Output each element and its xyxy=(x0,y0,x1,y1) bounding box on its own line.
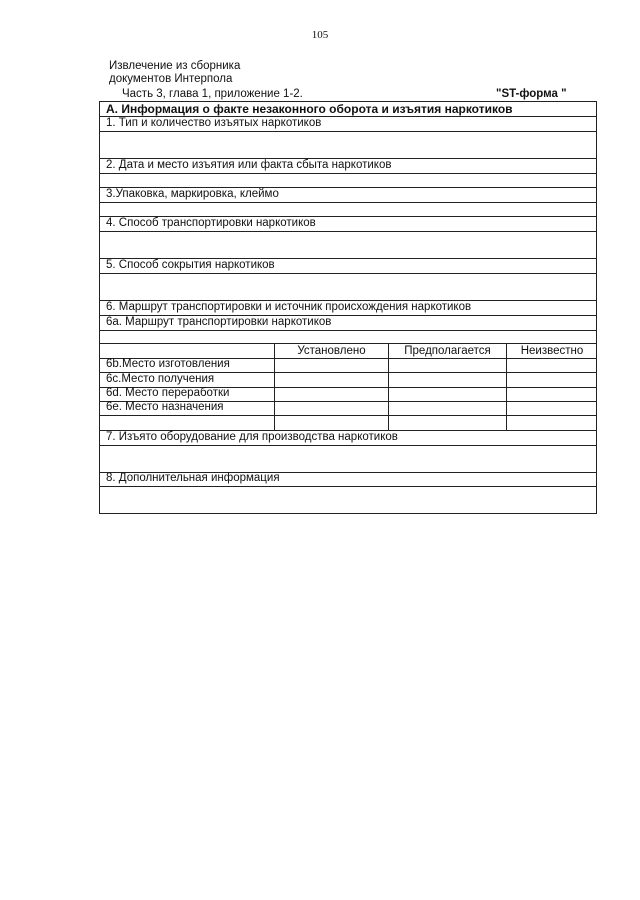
item-2-label: 2. Дата и место изъятия или факта сбыта наркотиков xyxy=(106,159,392,171)
form-label: "ST-форма " xyxy=(496,88,567,100)
column-header-unknown: Неизвестно xyxy=(520,345,584,357)
divider xyxy=(100,173,596,174)
route-row-destination: 6e. Место назначения xyxy=(106,401,224,413)
page-number: 105 xyxy=(311,29,329,41)
st-form xyxy=(99,101,597,514)
divider xyxy=(100,231,596,232)
route-row-manufacture: 6b.Место изготовления xyxy=(106,358,230,370)
column-header-confirmed: Установлено xyxy=(297,345,366,357)
item-6-label: 6. Маршрут транспортировки и источник происхождения наркотиков xyxy=(106,301,472,313)
item-4-label: 4. Способ транспортировки наркотиков xyxy=(106,217,316,229)
section-title: А. Информация о факте незаконного оборота и изъятия наркотиков xyxy=(106,102,513,116)
source-line-2: документов Интерпола xyxy=(109,73,233,85)
column-header-assumed: Предполагается xyxy=(404,345,491,357)
document-source xyxy=(109,60,240,86)
divider xyxy=(100,415,596,416)
divider xyxy=(100,273,596,274)
source-line-1: Извлечение из сборника xyxy=(109,60,241,72)
divider xyxy=(100,330,596,331)
divider xyxy=(100,202,596,203)
divider xyxy=(100,131,596,132)
item-5-label: 5. Способ сокрытия наркотиков xyxy=(106,259,275,271)
route-row-receipt: 6c.Место получения xyxy=(106,373,215,385)
source-part-reference: Часть 3, глава 1, приложение 1-2. xyxy=(122,88,303,100)
item-3-label: 3.Упаковка, маркировка, клеймо xyxy=(106,188,279,200)
item-7-label: 7. Изъято оборудование для производства наркотиков xyxy=(106,431,398,443)
divider xyxy=(100,343,596,344)
item-8-label: 8. Дополнительная информация xyxy=(106,472,280,484)
item-1-label: 1. Тип и количество изъятых наркотиков xyxy=(106,117,322,129)
divider xyxy=(100,445,596,446)
item-6a-label: 6а. Маршрут транспортировки наркотиков xyxy=(106,316,332,328)
route-row-processing: 6d. Место переработки xyxy=(106,387,230,399)
divider xyxy=(100,486,596,487)
